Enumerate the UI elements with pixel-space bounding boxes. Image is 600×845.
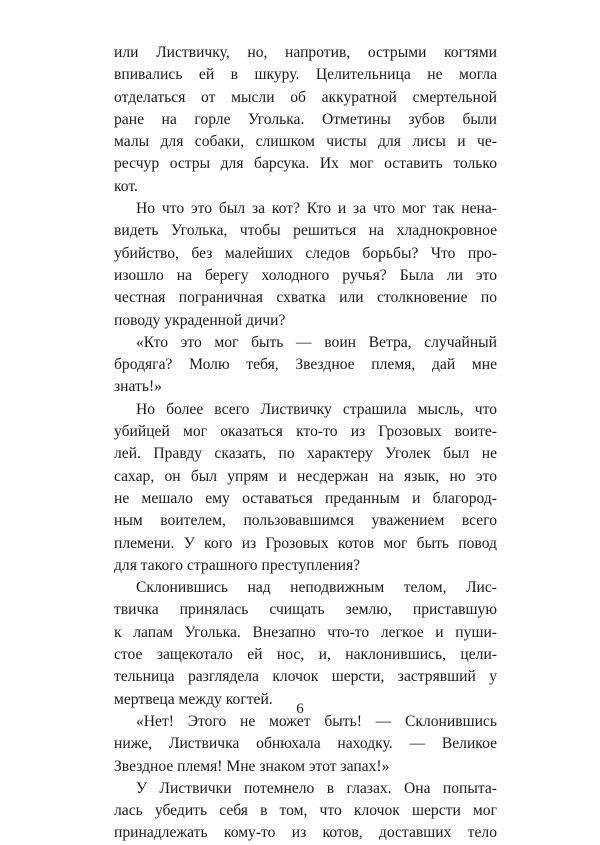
text-line: ресчур остры для барсука. Их мог оставить только	[114, 155, 497, 173]
paragraph	[114, 332, 497, 399]
text-line: или Листвичку, но, напротив, острыми когтями	[114, 44, 497, 61]
text-line: видеть Уголька, чтобы решиться на хладнокровное	[114, 222, 497, 240]
text-line: лась убедить себя в том, что клочок шерсти мог	[114, 802, 497, 820]
text-line: к лапам Уголька. Внезапно что-то легкое и пуши-	[114, 623, 497, 641]
text-line: убийцей мог оказаться кто-то из Грозовых воите-	[114, 423, 497, 441]
paragraph	[114, 711, 497, 778]
text-line: племени. У кого из Грозовых котов мог быть повод	[114, 534, 497, 552]
text-line: бродяга? Молю тебя, Звездное племя, дай мне	[114, 356, 497, 374]
text-line: тельница разглядела клочок шерсти, застрявший у	[114, 668, 497, 686]
text-line: У Листвички потемнело в глазах. Она попыта-	[136, 779, 497, 797]
text-line: сахар, он был упрям и несдержан на язык, но это	[114, 467, 497, 485]
text-line: отделаться от мысли об аккуратной смертельной	[114, 88, 497, 106]
text-line: Но что это был за кот? Кто и за что мог так нена-	[136, 200, 497, 218]
text-line: твичка принялась счищать землю, приставшую	[114, 601, 497, 619]
text-line: ране на горле Уголька. Отметины зубов были	[114, 110, 497, 128]
text-line: лей. Правду сказать, по характеру Уголек был не	[114, 445, 497, 463]
text-line: «Кто это мог быть — воин Ветра, случайный	[136, 333, 497, 351]
text-line: Но более всего Листвичку страшила мысль, что	[136, 400, 497, 418]
paragraph	[114, 399, 497, 577]
text-line: для такого страшного преступления?	[114, 556, 361, 574]
text-line: кот.	[114, 177, 138, 195]
text-line: изошло на берегу холодного ручья? Была ли это	[114, 266, 497, 284]
text-line: знать!»	[114, 378, 162, 396]
text-line: поводу украденной дичи?	[114, 311, 286, 329]
text-line: впивались ей в шкуру. Целительница не могла	[114, 66, 497, 84]
text-line: убийство, без малейших следов борьбы? Что про-	[114, 244, 497, 262]
paragraph	[114, 42, 497, 198]
page-number: 6	[296, 701, 304, 717]
text-line: принадлежать кому-то из котов, доставших тело	[114, 824, 497, 842]
text-line: Склонившись над неподвижным телом, Лис-	[136, 579, 497, 597]
text-line: мертвеца между когтей.	[114, 690, 273, 708]
text-line: стое защекотало ей нос, и, наклонившись, цели-	[114, 646, 497, 664]
text-line: честная пограничная схватка или столкновение по	[114, 289, 497, 307]
text-line: ным воителем, пользовавшимся уважением всего	[114, 512, 497, 530]
text-line: «Нет! Этого не может быть! — Склонившись	[136, 712, 497, 730]
text-line: Звездное племя! Мне знаком этот запах!»	[114, 757, 390, 775]
text-line: не мешало ему оставаться преданным и благород-	[114, 489, 497, 507]
text-line: ниже, Листвичка обнюхала находку. — Великое	[114, 735, 497, 753]
text-line: малы для собаки, слишком чисты для лисы и че-	[114, 133, 497, 151]
paragraph	[114, 198, 497, 332]
book-page-text	[114, 42, 497, 845]
paragraph	[114, 778, 497, 845]
paragraph	[114, 577, 497, 711]
